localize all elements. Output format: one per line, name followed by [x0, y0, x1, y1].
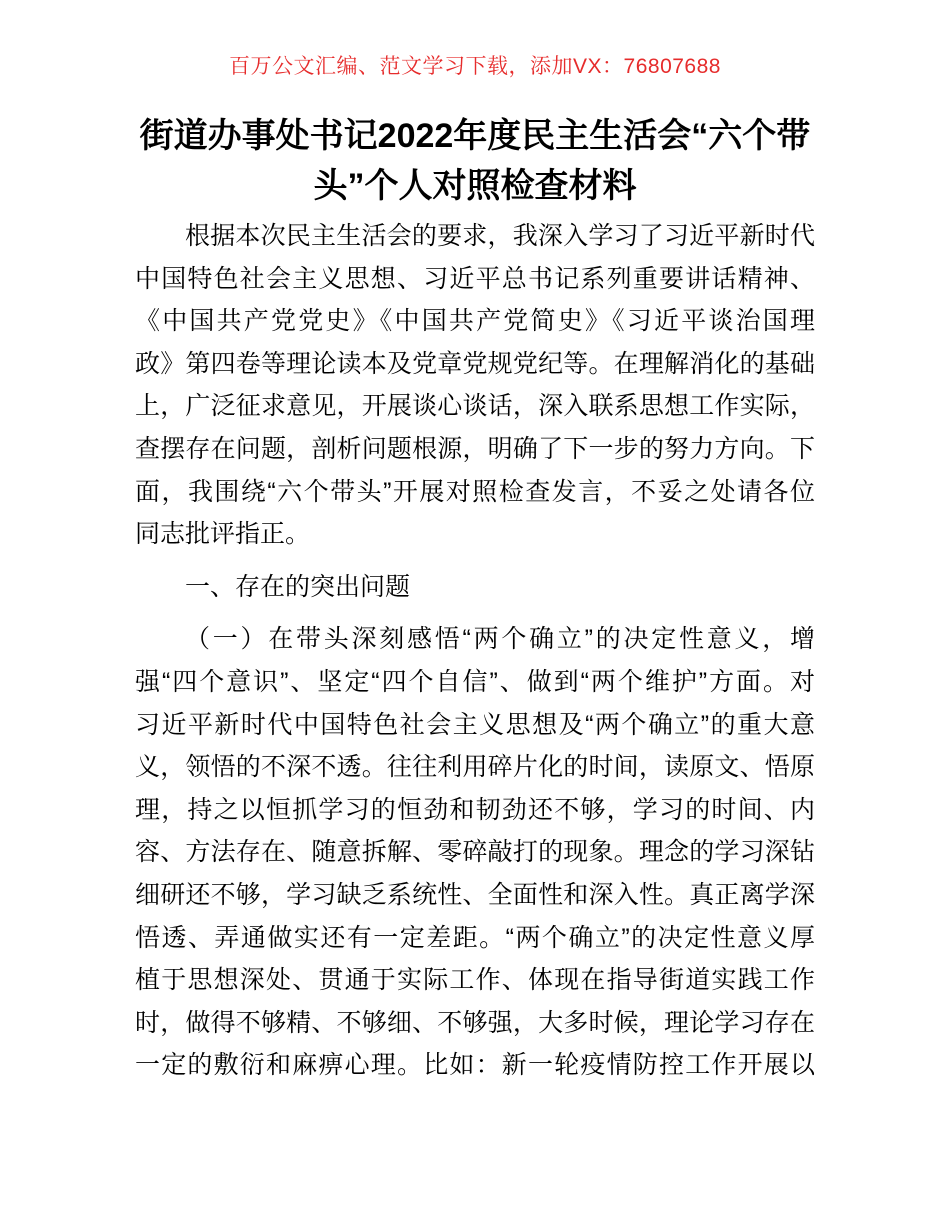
text-line: 理，持之以恒抓学习的恒劲和韧劲还不够，学习的时间、内	[135, 795, 815, 824]
text-line: 查摆存在问题，剖析问题根源，明确了下一步的努力方向。下	[135, 434, 815, 463]
paragraph-intro	[135, 215, 815, 556]
text-line: （一）在带头深刻感悟“两个确立”的决定性意义，增	[185, 625, 815, 654]
text-line: 时，做得不够精、不够细、不够强，大多时候，理论学习存在	[135, 1008, 815, 1037]
text-line: 义，领悟的不深不透。往往利用碎片化的时间，读原文、悟原	[135, 753, 815, 782]
paragraph-section-one	[135, 618, 815, 1087]
text-line: 一定的敷衍和麻痹心理。比如：新一轮疫情防控工作开展以	[135, 1051, 815, 1080]
text-line: 面，我围绕“六个带头”开展对照检查发言，不妥之处请各位	[135, 477, 815, 506]
text-line: 根据本次民主生活会的要求，我深入学习了习近平新时代	[185, 222, 815, 250]
text-line: 《中国共产党党史》《中国共产党简史》《习近平谈治国理	[135, 307, 815, 336]
text-line: 政》第四卷等理论读本及党章党规党纪等。在理解消化的基础	[135, 349, 815, 378]
promo-banner: 百万公文汇编、范文学习下载，添加VX：76807688	[229, 55, 721, 78]
text-line: 细研还不够，学习缺乏系统性、全面性和深入性。真正离学深	[135, 880, 815, 909]
text-line: 习近平新时代中国特色社会主义思想及“两个确立”的重大意	[135, 710, 815, 739]
text-line: 悟透、弄通做实还有一定差距。“两个确立”的决定性意义厚	[135, 923, 815, 952]
doc-title-line-1: 街道办事处书记2022年度民主生活会“六个带	[139, 117, 811, 155]
section-heading: 一、存在的突出问题	[185, 572, 411, 601]
doc-body	[135, 215, 815, 1087]
text-line: 上，广泛征求意见，开展谈心谈话，深入联系思想工作实际，	[135, 392, 815, 421]
doc-title	[0, 111, 950, 211]
text-line: 中国特色社会主义思想、习近平总书记系列重要讲话精神、	[135, 264, 815, 293]
doc-title-line-2: 头”个人对照检查材料	[313, 167, 637, 205]
text-line: 植于思想深处、贯通于实际工作、体现在指导街道实践工作	[135, 966, 815, 995]
text-line: 容、方法存在、随意拆解、零碎敲打的现象。理念的学习深钻	[135, 838, 815, 867]
text-line: 同志批评指正。	[135, 520, 311, 549]
text-line: 强“四个意识”、坚定“四个自信”、做到“两个维护”方面。对	[135, 667, 815, 696]
